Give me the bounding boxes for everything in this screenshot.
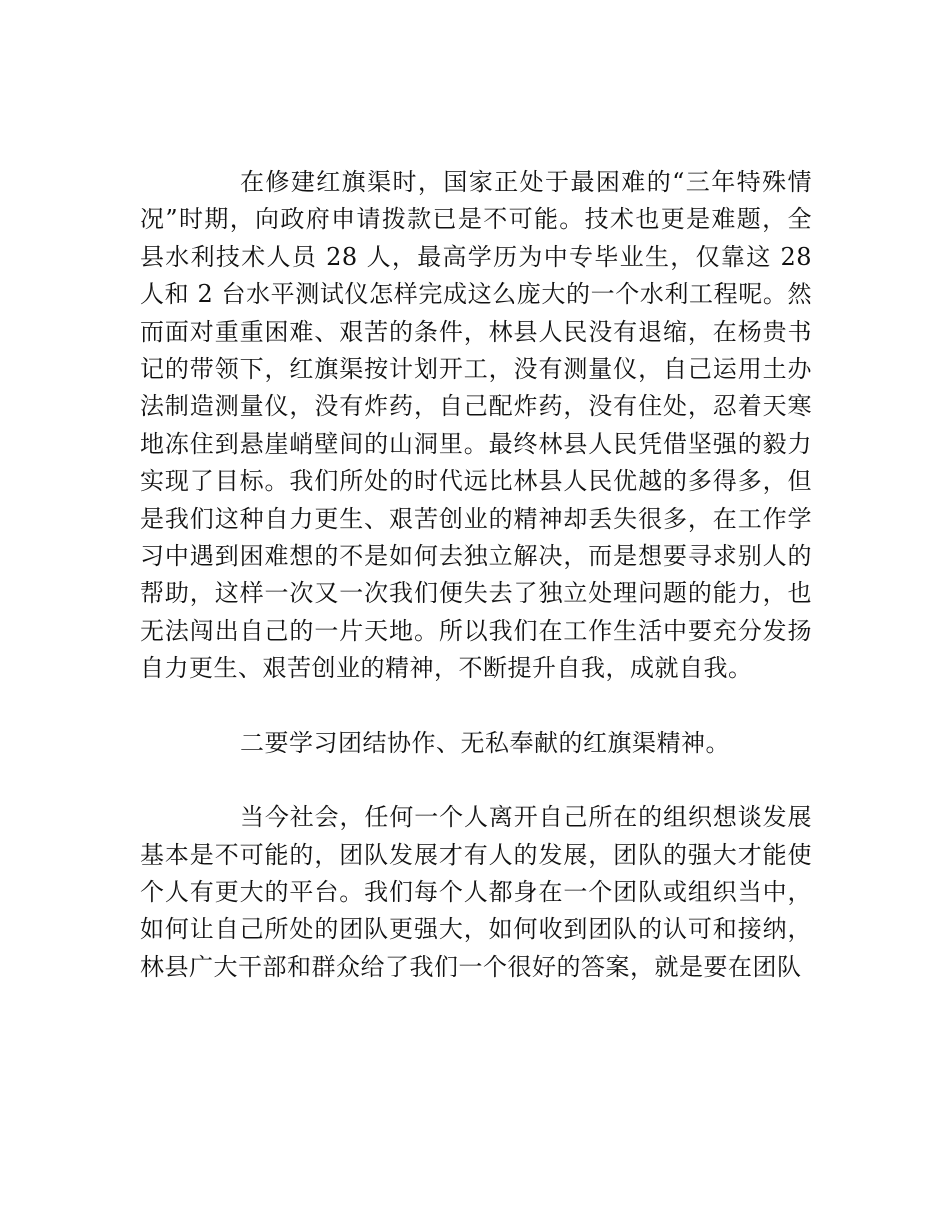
paragraph-spacer [140,688,812,725]
paragraph-spacer [140,762,812,799]
body-paragraph-2: 当今社会，任何一个人离开自己所在的组织想谈发展基本是不可能的，团队发展才有人的发展，团队的强大才能使个人有更大的平台。我们每个人都身在一个团队或组织当中，如何让自己所处的团队更强大，如何收到团队的认可和接纳，林县广大干部和群众给了我们一个很好的答案，就是要在团队 [140,803,812,981]
document-body [140,164,812,986]
section-heading-paragraph: 二要学习团结协作、无私奉献的红旗渠精神。 [240,728,730,757]
body-paragraph-1: 在修建红旗渠时，国家正处于最困难的“三年特殊情况”时期，向政府申请拨款已是不可能。技术也更是难题，全县水利技术人员 28 人，最高学历为中专毕业生，仅靠这 28 人和 2 台水平测试仪怎样完成这么庞大的一个水利工程呢。然而面对重重困难、艰苦的条件，林县人民没有退缩，在杨贵书记的带领下，红旗渠按计划开工，没有测量仪，自己运用土办法制造测量仪，没有炸药，自己配炸药，没有住处，忍着天寒地冻住到悬崖峭壁间的山洞里。最终林县人民凭借坚强的毅力实现了目标。我们所处的时代远比林县人民优越的多得多，但是我们这种自力更生、艰苦创业的精神却丢失很多，在工作学习中遇到困难想的不是如何去独立解决，而是想要寻求别人的帮助，这样一次又一次我们便失去了独立处理问题的能力，也无法闯出自己的一片天地。所以我们在工作生活中要充分发扬自力更生、艰苦创业的精神，不断提升自我，成就自我。 [140,168,812,683]
